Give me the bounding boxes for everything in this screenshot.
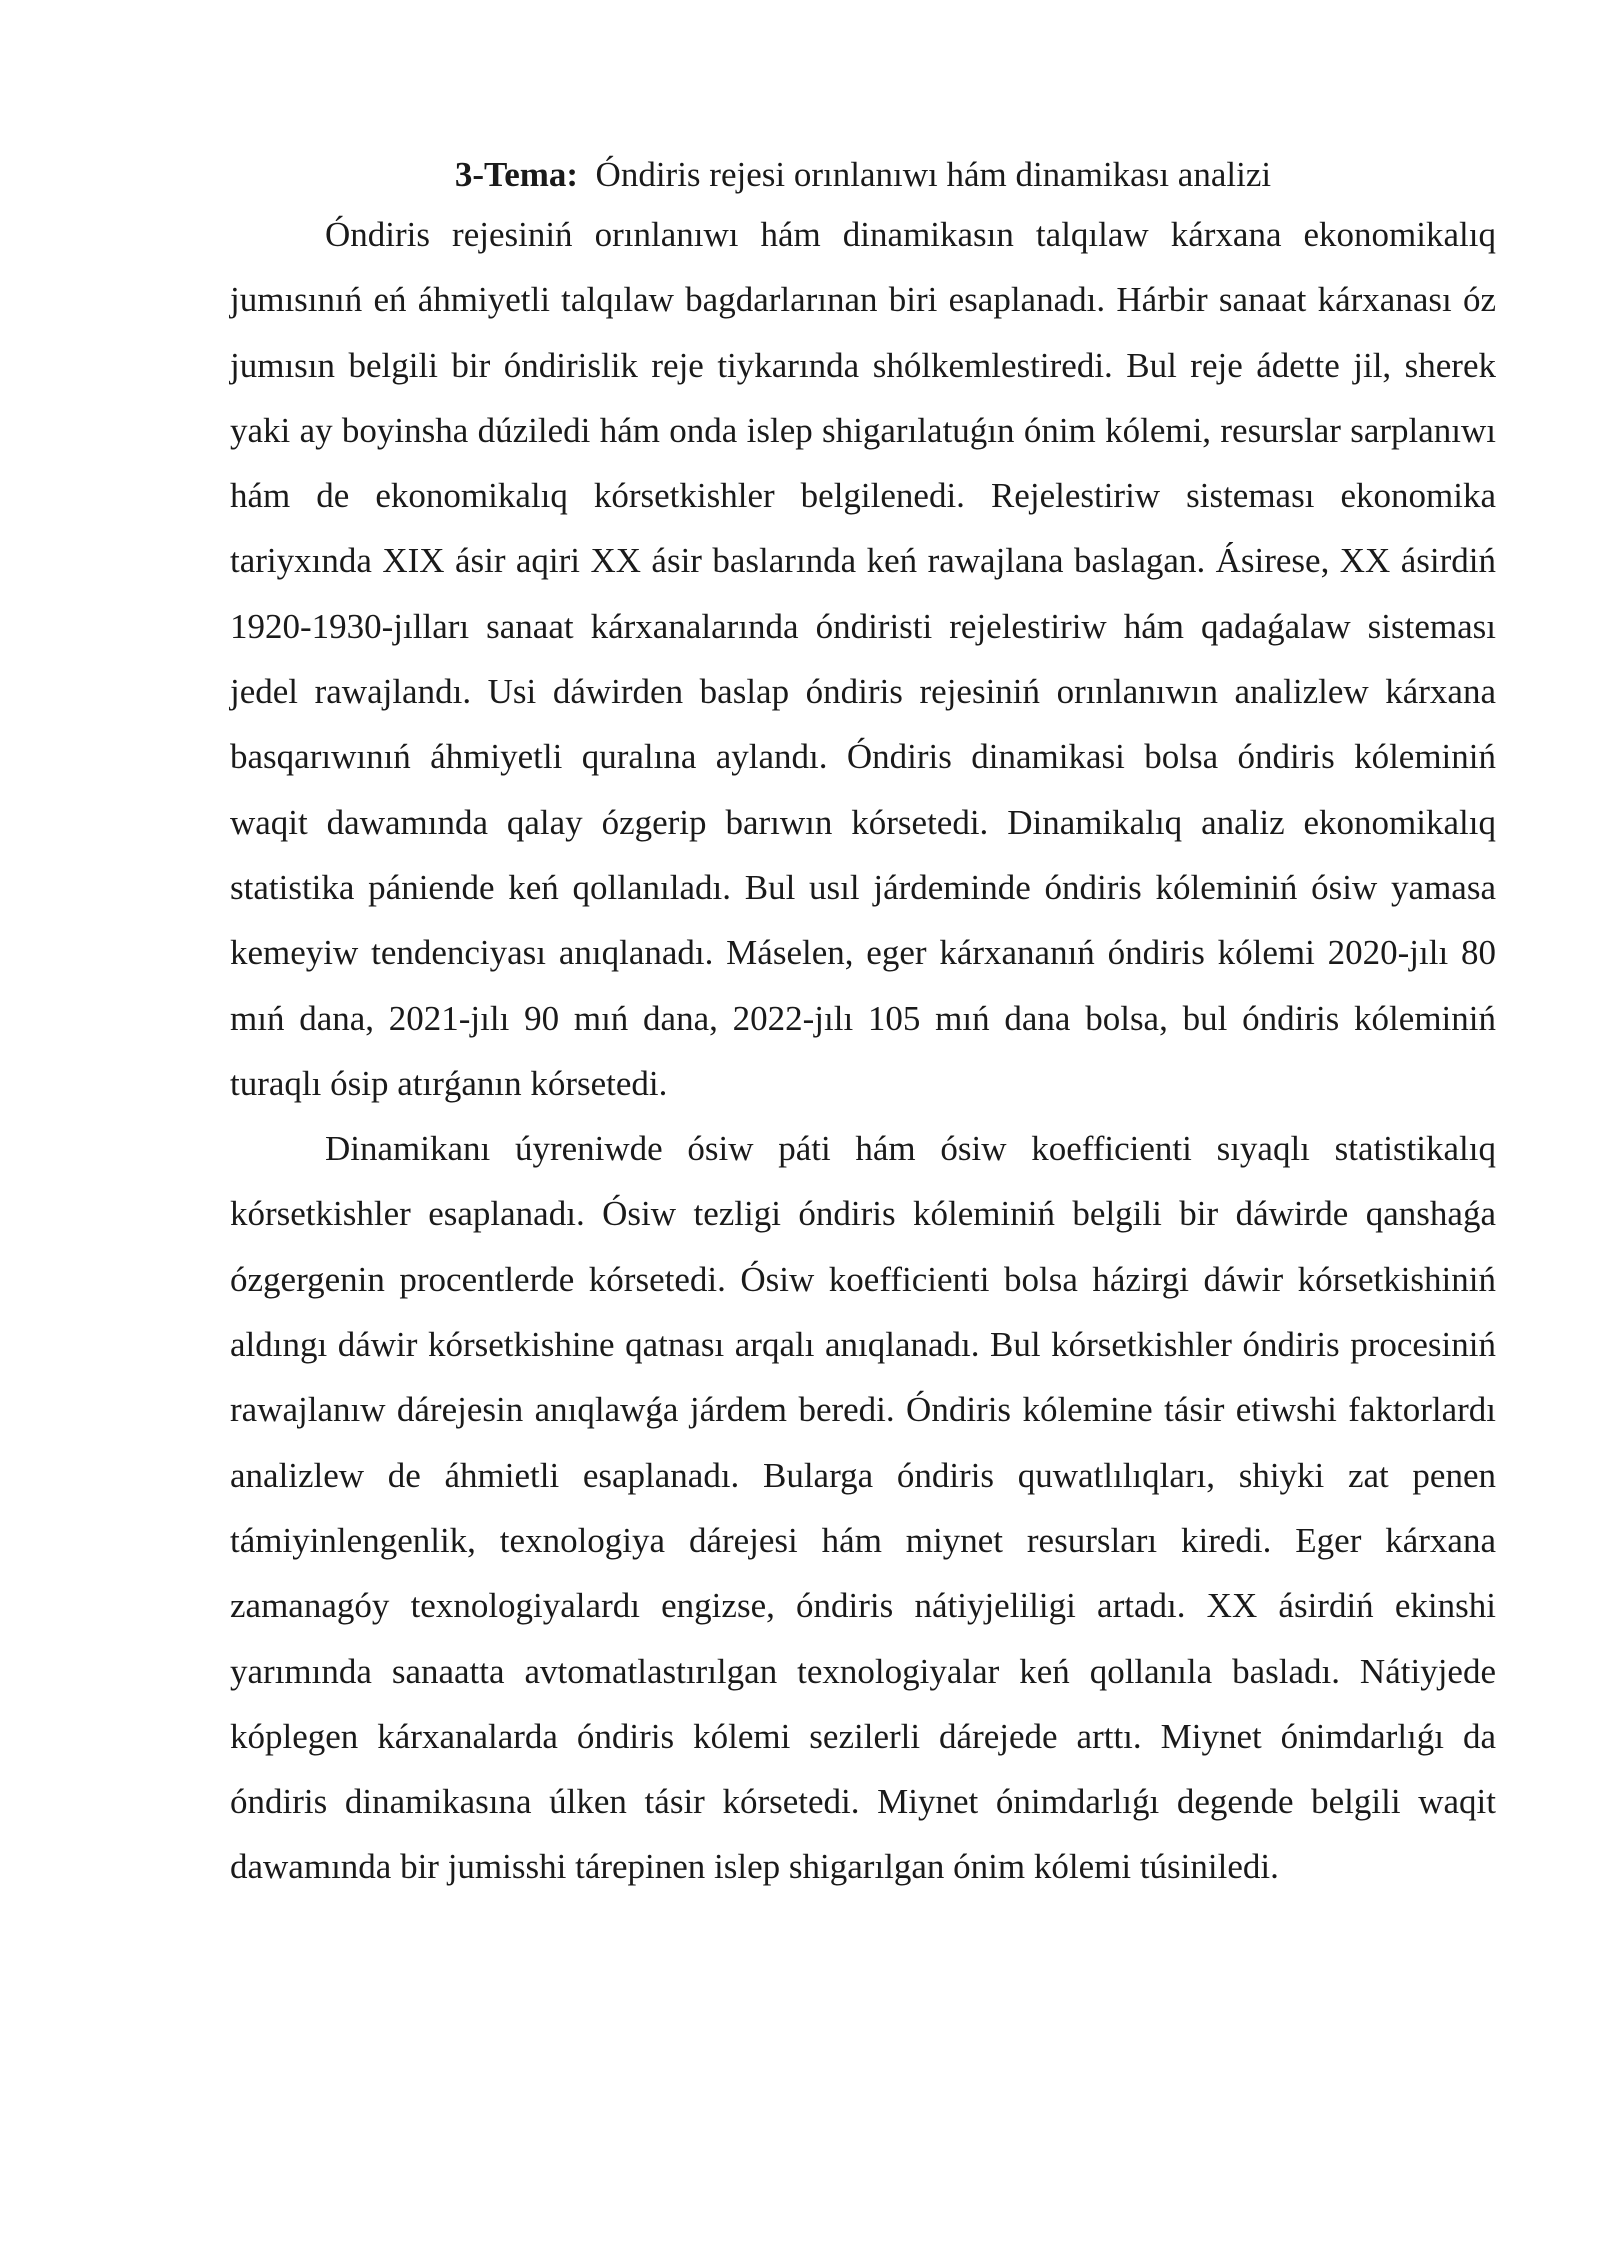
- document-title: [230, 148, 1496, 202]
- title-label: 3-Tema:: [454, 155, 579, 194]
- document-body: [230, 148, 1496, 1900]
- paragraph-2: Dinamikanı úyreniwde ósiw páti hám ósiw koefficienti sıyaqlı statistikalıq kórsetkishler esaplanadı. Ósiw tezligi óndiris kóleminiń belgili bir dáwirde qanshaǵa ózgergenin procentlerde kórsetedi. Ósiw koefficienti bolsa házirgi dáwir kórsetkishiniń aldıngı dáwir kórsetkishine qatnası arqalı anıqlanadı. Bul kórsetkishler óndiris procesiniń rawajlanıw dárejesin anıqlawǵa járdem beredi. Óndiris kólemine tásir etiwshi faktorlardı analizlew de áhmietli esaplanadı. Bularga óndiris quwatlılıqları, shiyki zat penen támiyinlengenlik, texnologiya dárejesi hám miynet resursları kiredi. Eger kárxana zamanagóy texnologiyalardı engizse, óndiris nátiyjeliligi artadı. XX ásirdiń ekinshi yarımında sanaatta avtomatlastırılgan texnologiyalar keń qollanıla basladı. Nátiyjede kóplegen kárxanalarda óndiris kólemi sezilerli dárejede arttı. Miynet ónimdarlıǵı da óndiris dinamikasına úlken tásir kórsetedi. Miynet ónimdarlıǵı degende belgili waqit dawamında bir jumisshi tárepinen islep shigarılgan ónim kólemi túsiniledi.: [230, 1129, 1496, 1887]
- title-text: Óndiris rejesi orınlanıwı hám dinamikası analizi: [595, 155, 1272, 194]
- paragraph-1: Óndiris rejesiniń orınlanıwı hám dinamikasın talqılaw kárxana ekonomikalıq jumısınıń eń áhmiyetli talqılaw bagdarlarınan biri esaplanadı. Hárbir sanaat kárxanası óz jumısın belgili bir óndirislik reje tiykarında shólkemlestiredi. Bul reje ádette jil, sherek yaki ay boyinsha dúziledi hám onda islep shigarılatuǵın ónim kólemi, resurslar sarplanıwı hám de ekonomikalıq kórsetkishler belgilenedi. Rejelestiriw sisteması ekonomika tariyxında XIX ásir aqiri XX ásir baslarında keń rawajlana baslagan. Ásirese, XX ásirdiń 1920-1930-jılları sanaat kárxanalarında óndiristi rejelestiriw hám qadaǵalaw sisteması jedel rawajlandı. Usi dáwirden baslap óndiris rejesiniń orınlanıwın analizlew kárxana basqarıwınıń áhmiyetli quralına aylandı. Óndiris dinamikasi bolsa óndiris kóleminiń waqit dawamında qalay ózgerip barıwın kórsetedi. Dinamikalıq analiz ekonomikalıq statistika pániende keń qollanıladı. Bul usıl járdeminde óndiris kóleminiń ósiw yamasa kemeyiw tendenciyası anıqlanadı. Máselen, eger kárxananıń óndiris kólemi 2020-jılı 80 mıń dana, 2021-jılı 90 mıń dana, 2022-jılı 105 mıń dana bolsa, bul óndiris kóleminiń turaqlı ósip atırǵanın kórsetedi.: [230, 215, 1496, 1103]
